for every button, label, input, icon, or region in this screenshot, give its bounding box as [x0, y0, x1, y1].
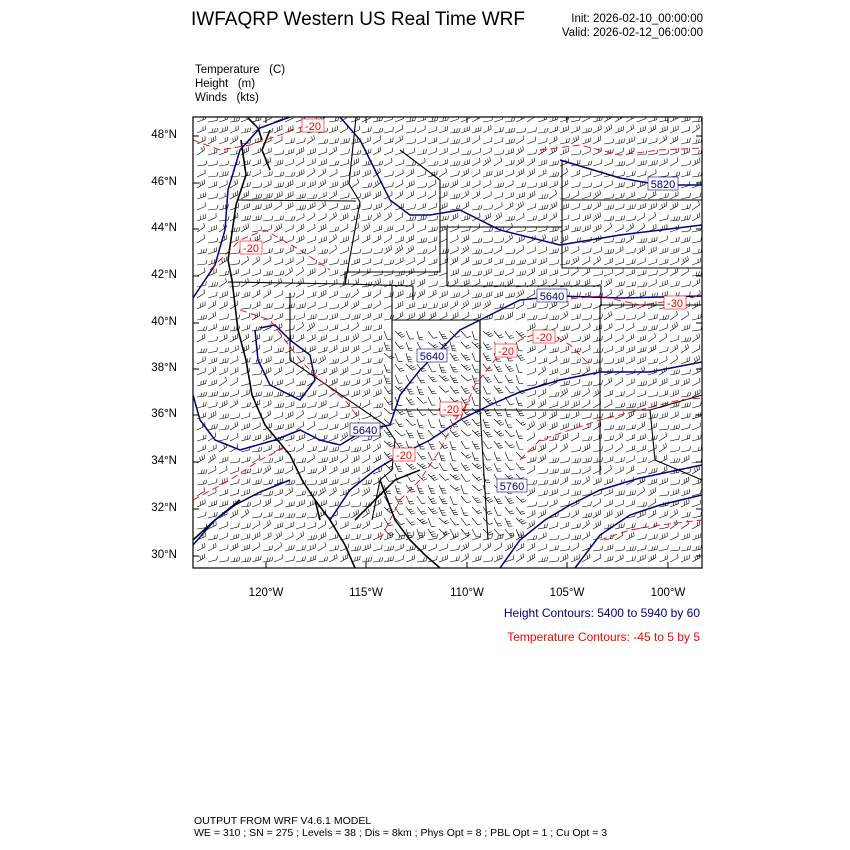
lon-label-100w: 100°W — [650, 587, 686, 599]
lon-label-110w: 110°W — [450, 587, 484, 599]
map-title: IWFAQRP Western US Real Time WRF — [191, 9, 525, 30]
lat-label-32n: 32°N — [151, 502, 177, 514]
height-label-5760: 5760 — [499, 481, 525, 493]
temp-label-f: -20 — [396, 450, 412, 462]
temp-label-e: -20 — [443, 404, 459, 416]
winds-field-label: Winds (kts) — [195, 92, 259, 104]
height-label-5640-b: 5640 — [419, 351, 445, 363]
temp-label-a: -20 — [243, 243, 259, 255]
lat-label-46n: 46°N — [151, 176, 177, 188]
temperature-contours-note: Temperature Contours: -45 to 5 by 5 — [507, 630, 700, 644]
wind-barb-field — [197, 113, 702, 562]
lat-label-36n: 36°N — [151, 408, 177, 420]
lat-label-38n: 38°N — [151, 362, 177, 374]
lat-label-34n: 34°N — [151, 455, 177, 467]
lon-label-115w: 115°W — [349, 587, 383, 599]
height-label-5820: 5820 — [650, 179, 676, 191]
footer-config: WE = 310 ; SN = 275 ; Levels = 38 ; Dis = 8km ; Phys Opt = 8 ; PBL Opt = 1 ; Cu Opt = 3 — [194, 827, 608, 839]
lat-label-30n: 30°N — [151, 549, 177, 561]
height-contours — [193, 117, 702, 568]
height-field-label: Height (m) — [195, 78, 256, 90]
temp-label-c: -20 — [536, 332, 552, 344]
height-contours-note: Height Contours: 5400 to 5940 by 60 — [503, 606, 700, 620]
lat-label-42n: 42°N — [151, 269, 177, 281]
init-time: Init: 2026-02-10_00:00:00 — [571, 13, 703, 25]
lat-label-48n: 48°N — [151, 129, 177, 141]
wind-barbs — [197, 113, 702, 562]
temp-label-b: -30 — [667, 298, 683, 310]
temperature-contours — [193, 120, 702, 540]
valid-time: Valid: 2026-02-12_06:00:00 — [561, 27, 703, 39]
temp-label-d: -20 — [498, 346, 514, 358]
contour-label-boxes — [240, 119, 686, 493]
footer-model: OUTPUT FROM WRF V4.6.1 MODEL — [194, 815, 372, 827]
height-label-5640-c: 5640 — [352, 425, 378, 437]
height-label-5640-a: 5640 — [539, 291, 565, 303]
temperature-field-label: Temperature (C) — [195, 64, 286, 76]
lon-label-105w: 105°W — [549, 587, 585, 599]
lat-label-44n: 44°N — [151, 222, 177, 234]
lat-label-40n: 40°N — [151, 316, 177, 328]
lon-label-120w: 120°W — [248, 587, 284, 599]
temp-label-g: -20 — [305, 121, 321, 133]
